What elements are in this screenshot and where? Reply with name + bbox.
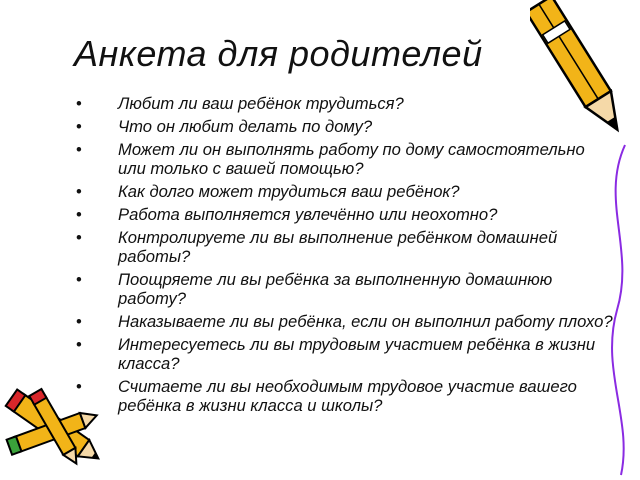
bullet: •	[76, 117, 82, 136]
question-text: Интересуетесь ли вы трудовым участием ребёнка в жизни класса?	[118, 335, 596, 373]
page-title: Анкета для родителей	[74, 33, 483, 74]
question-list	[76, 94, 616, 419]
list-item	[76, 205, 616, 224]
bullet: •	[76, 205, 82, 224]
list-item	[76, 140, 616, 178]
question-text: Может ли он выполнять работу по дому самостоятельно или только с вашей помощью?	[118, 140, 585, 178]
list-item	[76, 228, 616, 266]
bullet: •	[76, 182, 82, 201]
bullet: •	[76, 94, 82, 113]
list-item	[76, 270, 616, 308]
question-text: Что он любит делать по дому?	[118, 117, 373, 136]
question-text: Наказываете ли вы ребёнка, если он выполнил работу плохо?	[118, 312, 613, 331]
bullet: •	[76, 140, 82, 159]
list-item	[76, 377, 616, 415]
question-text: Работа выполняется увлечённо или неохотно?	[118, 205, 498, 224]
list-item	[76, 312, 616, 331]
bullet: •	[76, 335, 82, 354]
question-text: Поощряете ли вы ребёнка за выполненную домашнюю работу?	[118, 270, 553, 308]
question-text: Как долго может трудиться ваш ребёнок?	[118, 182, 460, 201]
bullet: •	[76, 228, 82, 247]
list-item	[76, 94, 616, 113]
bullet: •	[76, 312, 82, 331]
bullet: •	[76, 377, 82, 396]
bullet: •	[76, 270, 82, 289]
question-text: Любит ли ваш ребёнок трудиться?	[118, 94, 404, 113]
question-text: Контролируете ли вы выполнение ребёнком домашней работы?	[118, 228, 558, 266]
list-item	[76, 182, 616, 201]
list-item	[76, 117, 616, 136]
question-text: Считаете ли вы необходимым трудовое участие вашего ребёнка в жизни класса и школы?	[118, 377, 577, 415]
list-item	[76, 335, 616, 373]
